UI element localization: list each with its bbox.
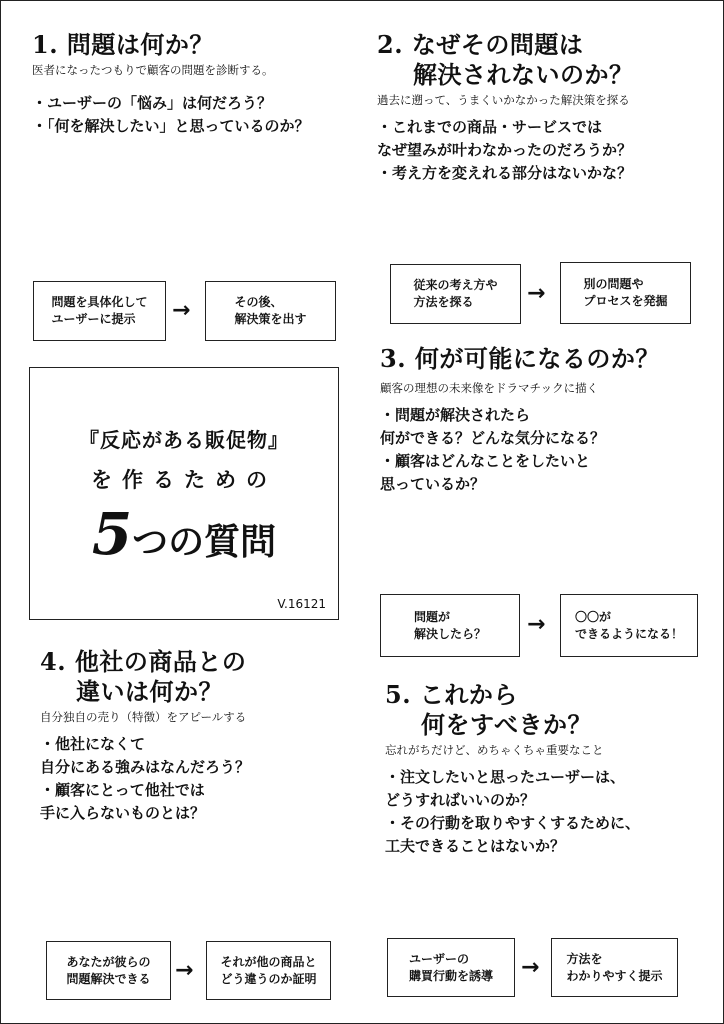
flow-text: プロセスを発掘 xyxy=(583,294,668,308)
section-2-subtitle: 過去に遡って、うまくいかなかった解決策を探る xyxy=(377,93,630,107)
flow-text: わかりやすく提示 xyxy=(566,968,663,983)
section-2-points xyxy=(377,116,717,185)
section-5-points xyxy=(385,766,720,858)
section-3-point-2-cont: 思っているか？ xyxy=(380,475,486,493)
section-4-point-2-cont: 手に入らないものとは？ xyxy=(40,804,206,822)
version-label: V.16121 xyxy=(277,597,326,611)
section-4-point-2: ・顧客にとって他社では xyxy=(40,781,205,799)
section-3-subtitle: 顧客の理想の未来像をドラマチックに描く xyxy=(380,381,599,395)
flow-text: あなたが彼らの xyxy=(66,954,151,969)
section-4-title-line-2: 違いは何か？ xyxy=(76,677,223,706)
flow-text: 問題が xyxy=(413,609,450,624)
section-4-point-1-cont: 自分にある強みはなんだろう？ xyxy=(40,758,251,776)
section-2-point-2: ・考え方を変えれる部分はないかな？ xyxy=(377,164,633,182)
arrow-icon: → xyxy=(527,612,546,637)
flow-text: 方法を探る xyxy=(413,295,474,309)
arrow-icon: → xyxy=(175,958,194,983)
flow-text: ユーザーに提示 xyxy=(51,312,136,326)
section-5-title-line-1: 5. これから xyxy=(385,680,518,709)
flow-text: 方法を xyxy=(566,951,603,966)
section-2-title-line-2: 解決されないのか？ xyxy=(413,60,634,89)
main-title-line-3 xyxy=(30,500,338,568)
section-1-subtitle: 医者になったつもりで顧客の問題を診断する。 xyxy=(32,63,274,77)
flow-text: 〇〇が xyxy=(574,609,611,624)
section-2-flow-box-a xyxy=(390,264,521,324)
section-2-point-1-cont: なぜ望みが叶わなかったのだろうか？ xyxy=(377,141,633,159)
section-1-title: 1. 問題は何か？ xyxy=(32,30,214,59)
section-3-point-1-cont: 何ができる？どんな気分になる？ xyxy=(380,429,606,447)
section-5-point-2-cont: 工夫できることはないか？ xyxy=(385,837,566,855)
arrow-icon: → xyxy=(527,281,546,306)
section-1 xyxy=(32,30,362,138)
section-1-point-2: ・「何を解決したい」と思っているのか？ xyxy=(32,117,310,135)
flow-text: 別の問題や xyxy=(583,277,644,291)
flow-text: 購買行動を誘導 xyxy=(408,968,493,983)
section-3 xyxy=(380,344,720,496)
section-2-title-line-1: 2. なぜその問題は xyxy=(377,30,584,59)
section-3-points xyxy=(380,404,720,496)
section-2-point-1: ・これまでの商品・サービスでは xyxy=(377,118,603,136)
title-box xyxy=(29,367,339,620)
flow-text: 従来の考え方や xyxy=(413,278,498,292)
section-4-point-1: ・他社になくて xyxy=(40,735,146,753)
section-1-point-1: ・ユーザーの「悩み」は何だろう？ xyxy=(32,94,273,112)
flow-text: 解決したら？ xyxy=(413,626,486,641)
section-4-title-line-1: 4. 他社の商品との xyxy=(40,647,247,676)
arrow-icon: → xyxy=(521,955,540,980)
section-5-flow-box-b xyxy=(551,938,678,997)
section-3-title: 3. 何が可能になるのか？ xyxy=(380,344,660,373)
main-title-text: つの質問 xyxy=(132,522,277,563)
section-5-point-1-cont: どうすればいいのか？ xyxy=(385,791,536,809)
section-5-point-2: ・その行動を取りやすくするために、 xyxy=(385,814,641,832)
section-1-flow-box-a xyxy=(33,281,166,341)
section-3-point-1: ・問題が解決されたら xyxy=(380,406,531,424)
flow-text: 解決策を出す xyxy=(234,312,307,326)
main-title-number: 5 xyxy=(91,500,133,568)
section-2-flow-box-b xyxy=(560,262,691,324)
section-5 xyxy=(385,680,720,858)
section-2-title xyxy=(377,30,717,90)
flow-text: 問題解決できる xyxy=(66,971,151,986)
flow-text: できるようになる！ xyxy=(574,626,683,641)
arrow-icon: → xyxy=(172,298,191,323)
section-4 xyxy=(40,647,360,825)
section-1-points xyxy=(32,92,362,138)
main-title-line-1: 『反応がある販促物』 xyxy=(79,428,289,452)
section-5-title-line-2: 何をすべきか？ xyxy=(421,710,593,739)
section-1-flow-box-b xyxy=(205,281,336,341)
flow-text: ユーザーの xyxy=(408,951,469,966)
flow-text: それが他の商品と xyxy=(220,954,317,969)
section-2 xyxy=(377,30,717,185)
flow-text: どう違うのか証明 xyxy=(220,971,317,986)
flow-text: その後、 xyxy=(234,295,283,309)
main-title-line-2: を作るための xyxy=(91,468,277,492)
section-3-flow-box-a xyxy=(380,594,520,657)
section-3-point-2: ・顧客はどんなことをしたいと xyxy=(380,452,591,470)
flow-text: 問題を具体化して xyxy=(51,295,148,309)
section-5-flow-box-a xyxy=(387,938,515,997)
section-5-point-1: ・注文したいと思ったユーザーは、 xyxy=(385,768,626,786)
section-4-subtitle: 自分独自の売り（特徴）をアピールする xyxy=(40,710,247,724)
section-5-subtitle: 忘れがちだけど、めちゃくちゃ重要なこと xyxy=(385,743,604,757)
section-3-flow-box-b xyxy=(560,594,698,657)
section-5-title xyxy=(385,680,720,740)
section-4-points xyxy=(40,733,360,825)
section-4-title xyxy=(40,647,360,707)
section-4-flow-box-b xyxy=(206,941,331,1000)
section-4-flow-box-a xyxy=(46,941,171,1000)
